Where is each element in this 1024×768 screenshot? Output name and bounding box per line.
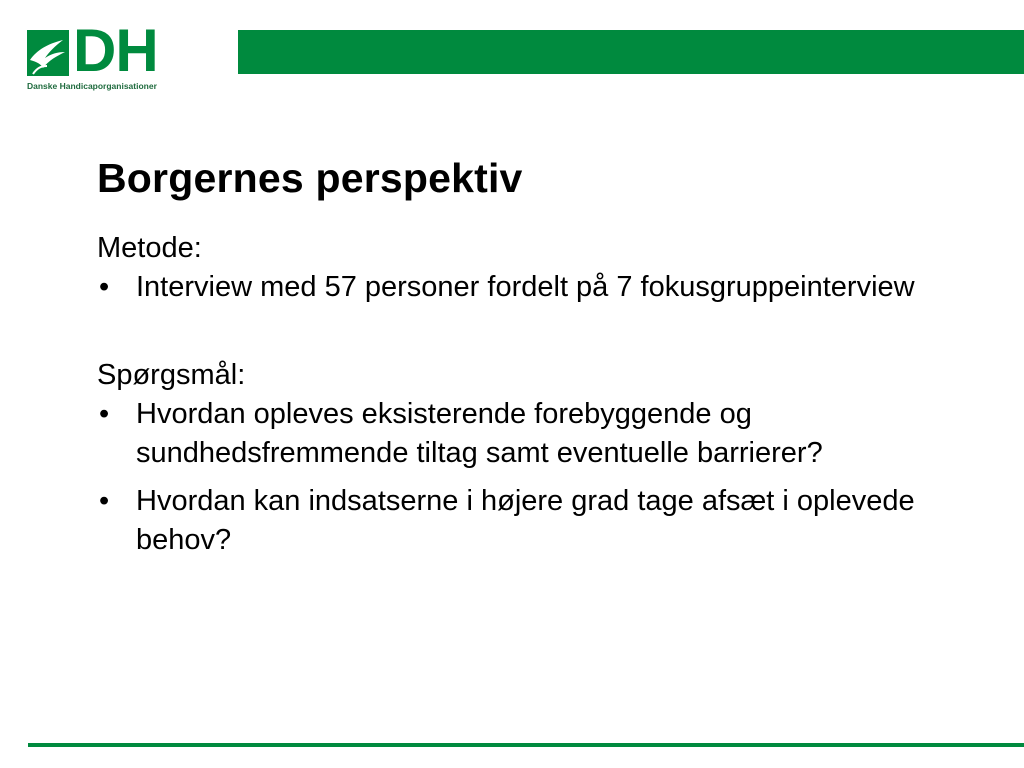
dh-logo (27, 17, 172, 95)
logo-subtitle: Danske Handicaporganisationer (27, 81, 157, 91)
bullet-item (97, 482, 977, 560)
bullet-text: Interview med 57 personer fordelt på 7 fokusgruppeinterview (136, 271, 915, 303)
section-spacer (97, 316, 977, 356)
bullet-dot: • (99, 398, 110, 430)
logo-letters: DH (73, 17, 158, 84)
bullet-item (97, 268, 977, 307)
section-heading-spoergsmaal: Spørgsmål: (97, 359, 246, 391)
slide-title: Borgernes perspektiv (97, 155, 523, 201)
bullet-dot: • (99, 485, 110, 517)
bullet-text: Hvordan kan indsatserne i højere grad tage afsæt i oplevede behov? (136, 485, 915, 556)
bullet-item (97, 395, 977, 473)
footer-green-line (28, 743, 1024, 747)
bullet-text: Hvordan opleves eksisterende forebyggende og sundhedsfremmende tiltag samt eventuelle barrierer? (136, 398, 823, 469)
bullet-dot: • (99, 271, 110, 303)
dove-icon (27, 30, 69, 76)
section-heading-metode: Metode: (97, 232, 202, 264)
header-green-bar (238, 30, 1024, 74)
slide-body (97, 229, 977, 569)
